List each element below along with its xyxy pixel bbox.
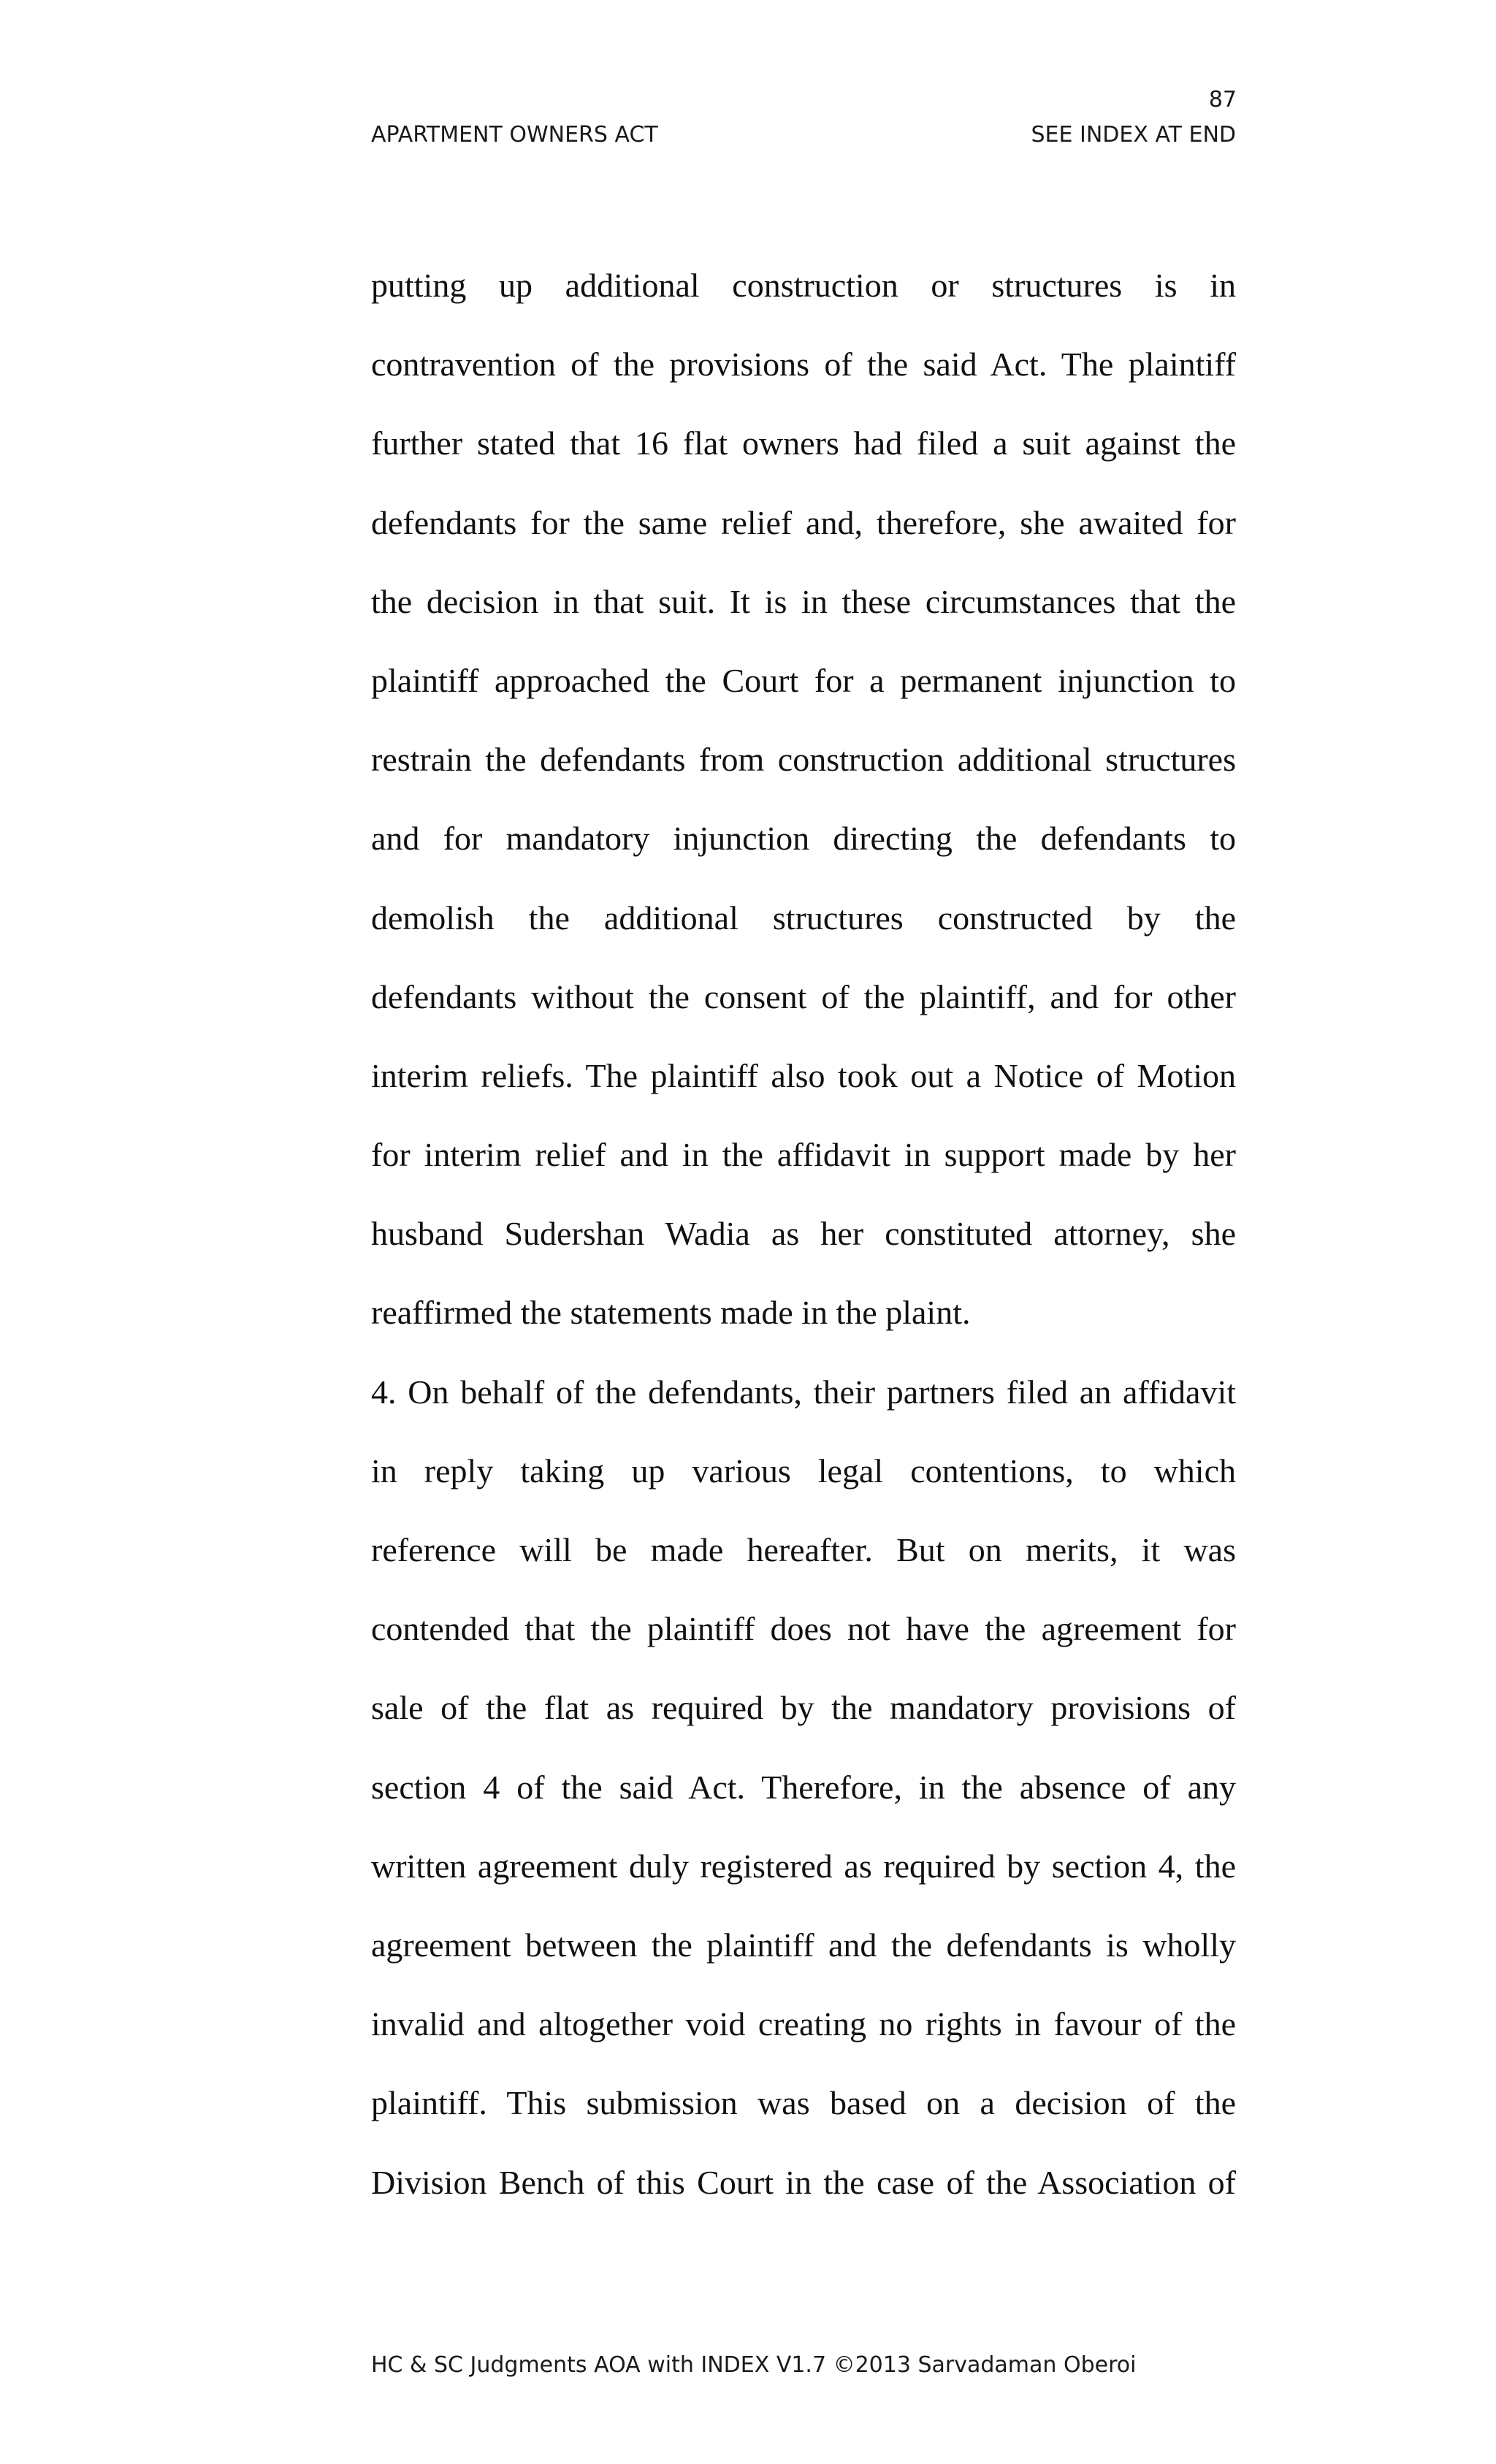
body-line: sale of the flat as required by the mandatory provisions of: [371, 1689, 1236, 1727]
body-line: interim reliefs. The plaintiff also took out a Notice of Motion: [371, 1056, 1236, 1094]
body-line: contended that the plaintiff does not have the agreement for: [371, 1610, 1236, 1648]
body-line: in reply taking up various legal contentions, to which: [371, 1452, 1236, 1490]
body-line: section 4 of the said Act. Therefore, in the absence of any: [371, 1768, 1236, 1806]
body-line: restrain the defendants from construction additional structures: [371, 741, 1236, 779]
body-line-paragraph-end: reaffirmed the statements made in the plaint.: [371, 1294, 971, 1332]
body-line: plaintiff approached the Court for a permanent injunction to: [371, 661, 1236, 699]
header-left-title: APARTMENT OWNERS ACT: [371, 122, 658, 148]
body-line: agreement between the plaintiff and the defendants is wholly: [371, 1926, 1236, 1964]
body-line: contravention of the provisions of the said Act. The plaintiff: [371, 346, 1236, 384]
body-line: Division Bench of this Court in the case of the Association of: [371, 2163, 1236, 2201]
body-line: plaintiff. This submission was based on a decision of the: [371, 2084, 1236, 2122]
running-footer: HC & SC Judgments AOA with INDEX V1.7 ©2013 Sarvadaman Oberoi: [371, 2352, 1137, 2378]
body-line: putting up additional construction or structures is in: [371, 267, 1236, 304]
judgment-body: [371, 259, 1236, 2235]
body-line: invalid and altogether void creating no rights in favour of the: [371, 2005, 1236, 2043]
page-number: 87: [1208, 87, 1237, 112]
body-line: the decision in that suit. It is in these circumstances that the: [371, 582, 1236, 620]
body-line: husband Sudershan Wadia as her constituted attorney, she: [371, 1215, 1236, 1253]
body-line: for interim relief and in the affidavit in support made by her: [371, 1136, 1236, 1174]
header-right-note: SEE INDEX AT END: [1031, 122, 1236, 148]
running-header: [371, 124, 1236, 146]
body-line: demolish the additional structures constructed by the: [371, 899, 1236, 937]
body-line: 4. On behalf of the defendants, their partners filed an affidavit: [371, 1373, 1236, 1411]
body-line: defendants without the consent of the plaintiff, and for other: [371, 977, 1236, 1015]
body-line: defendants for the same relief and, therefore, she awaited for: [371, 503, 1236, 541]
body-line: reference will be made hereafter. But on merits, it was: [371, 1531, 1236, 1568]
body-line: and for mandatory injunction directing the defendants to: [371, 820, 1236, 858]
body-line: further stated that 16 flat owners had filed a suit against the: [371, 424, 1236, 462]
body-line: written agreement duly registered as required by section 4, the: [371, 1847, 1236, 1885]
